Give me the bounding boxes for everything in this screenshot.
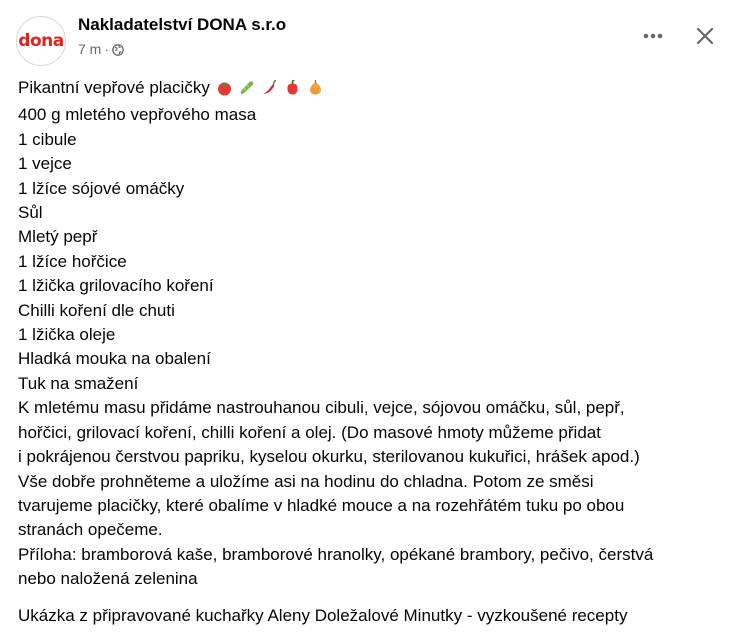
avatar-logo-text: dona bbox=[18, 31, 64, 51]
recipe-title-line bbox=[18, 76, 724, 103]
ingredient-line: 1 lžička oleje bbox=[18, 325, 116, 345]
chili-pepper-icon bbox=[261, 79, 278, 103]
ingredient-line: 1 lžička grilovacího koření bbox=[18, 276, 214, 296]
close-button[interactable] bbox=[687, 18, 723, 54]
instruction-line: nebo naložená zelenina bbox=[18, 569, 198, 589]
recipe-title: Pikantní vepřové placičky bbox=[18, 78, 210, 97]
meta-separator: · bbox=[104, 41, 110, 57]
instruction-line: hořčici, grilovací koření, chilli koření a olej. (Do masové hmoty můžeme přidat bbox=[18, 422, 601, 442]
bell-pepper-icon bbox=[284, 79, 301, 103]
post-meta bbox=[78, 41, 124, 57]
page-name[interactable]: Nakladatelství DONA s.r.o bbox=[78, 15, 287, 34]
instruction-line: tvarujeme placičky, které obalíme v hladké mouce a na rozehřátém tuku po obou bbox=[18, 495, 625, 515]
more-options-icon bbox=[643, 33, 663, 39]
instruction-line: i pokrájenou čerstvou papriku, kyselou okurku, sterilovanou kukuřici, hrášek apod.) bbox=[18, 447, 640, 467]
ingredient-line: 1 cibule bbox=[18, 129, 77, 149]
globe-icon[interactable] bbox=[112, 43, 124, 55]
post-header bbox=[16, 12, 725, 64]
ingredient-line: Sůl bbox=[18, 203, 43, 223]
ingredient-line: 1 lžíce hořčice bbox=[18, 251, 127, 271]
ingredient-line: Hladká mouka na obalení bbox=[18, 349, 211, 369]
ingredient-line: 1 lžíce sójové omáčky bbox=[18, 178, 185, 198]
instruction-line: stranách opečeme. bbox=[18, 520, 163, 540]
close-icon bbox=[696, 27, 714, 45]
ingredient-line: Mletý pepř bbox=[18, 227, 98, 247]
instruction-line: Příloha: bramborová kaše, bramborové hranolky, opékané brambory, pečivo, čerstvá bbox=[18, 544, 654, 564]
footer-note: Ukázka z připravované kuchařky Aleny Doležalové Minutky - vyzkoušené recepty bbox=[18, 605, 628, 625]
cucumber-icon bbox=[238, 79, 255, 103]
more-options-button[interactable] bbox=[635, 18, 671, 54]
instruction-line: Vše dobře prohněteme a uložíme asi na hodinu do chladna. Potom ze směsi bbox=[18, 471, 594, 491]
ingredient-line: Chilli koření dle chuti bbox=[18, 300, 175, 320]
ingredient-line: 400 g mletého vepřového masa bbox=[18, 105, 257, 125]
post-time[interactable]: 7 m bbox=[78, 41, 102, 57]
instruction-line: K mletému masu přidáme nastrouhanou cibuli, vejce, sójovou omáčku, sůl, pepř, bbox=[18, 398, 625, 418]
paragraph-gap bbox=[18, 592, 724, 604]
post-body bbox=[18, 76, 724, 628]
ingredient-line: 1 vejce bbox=[18, 154, 72, 174]
tomato-icon bbox=[216, 79, 233, 103]
ingredient-line: Tuk na smažení bbox=[18, 373, 139, 393]
onion-icon bbox=[307, 79, 324, 103]
avatar[interactable] bbox=[16, 16, 66, 66]
